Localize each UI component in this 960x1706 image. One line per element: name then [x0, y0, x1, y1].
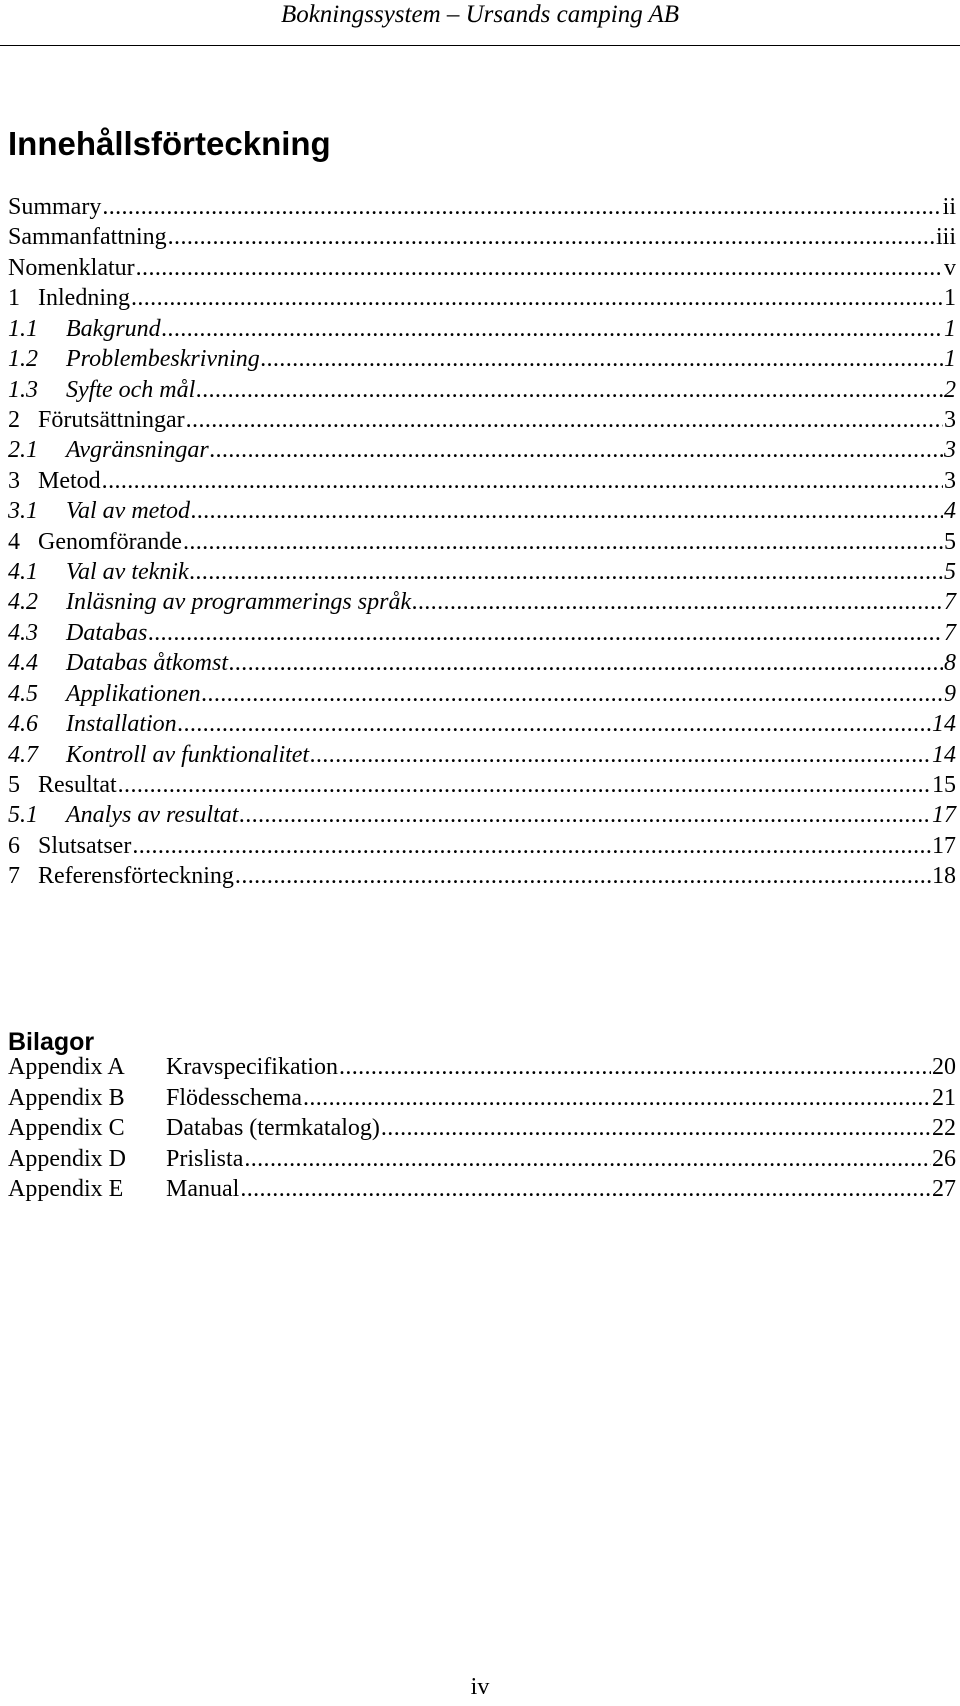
toc-entry[interactable]: [8, 496, 956, 526]
appendix-entry[interactable]: [8, 1083, 956, 1114]
toc-entry-page: 18: [932, 863, 956, 890]
toc-entry-page: ii: [942, 194, 956, 220]
appendix-dot-leader: [240, 1174, 931, 1204]
toc-entry-page: 2: [944, 376, 956, 403]
toc-entry[interactable]: [8, 861, 956, 891]
appendix-dot-leader: [339, 1052, 931, 1082]
header-rule: [0, 45, 960, 46]
toc-entry[interactable]: [8, 740, 956, 770]
toc-dot-leader: [148, 618, 943, 648]
toc-entry[interactable]: [8, 283, 956, 313]
toc-entry-title: Applikationen: [66, 680, 201, 707]
toc-entry-title: Inledning: [38, 285, 130, 312]
toc-entry-number: 3.1: [8, 498, 38, 525]
appendix-title: Kravspecifikation: [166, 1054, 338, 1080]
toc-entry-number: 4.7: [8, 741, 38, 768]
toc-entry[interactable]: [8, 222, 956, 252]
appendix-dot-leader: [381, 1113, 931, 1143]
appendix-page: 27: [932, 1176, 956, 1203]
toc-entry[interactable]: [8, 435, 956, 465]
toc-entry-title: Avgränsningar: [66, 437, 209, 464]
toc-dot-leader: [186, 405, 943, 435]
toc-entry-number: 4.6: [8, 711, 38, 738]
appendix-heading: Bilagor: [8, 1027, 95, 1056]
toc-entry[interactable]: [8, 405, 956, 435]
appendix-page: 20: [932, 1054, 956, 1080]
toc-dot-leader: [210, 435, 943, 465]
toc-entry-number: 1.2: [8, 346, 38, 373]
toc-dot-leader: [136, 253, 943, 283]
toc-entry-title: Inläsning av programmerings språk: [66, 589, 412, 616]
toc-dot-leader: [102, 192, 941, 222]
toc-entry-title: Sammanfattning: [8, 224, 167, 251]
toc-entry-title: Resultat: [38, 772, 117, 799]
toc-entry-number: 5.1: [8, 802, 38, 829]
toc-entry-page: 8: [944, 650, 956, 677]
toc-entry-page: 15: [932, 772, 956, 799]
appendix-label: Appendix A: [8, 1054, 125, 1080]
toc-dot-leader: [178, 709, 931, 739]
toc-entry-page: 3: [944, 437, 956, 464]
toc-entry-number: 5: [8, 772, 20, 799]
toc-entry-number: 4.5: [8, 680, 38, 707]
toc-entry-page: 7: [944, 589, 956, 616]
toc-entry-title: Summary: [8, 194, 102, 220]
toc-entry-page: iii: [935, 224, 956, 251]
toc-entry[interactable]: [8, 314, 956, 344]
toc-entry[interactable]: [8, 648, 956, 678]
toc-entry-title: Nomenklatur: [8, 254, 135, 281]
toc-entry[interactable]: [8, 831, 956, 861]
toc-entry-title: Metod: [38, 467, 101, 494]
toc-entry-page: 7: [944, 619, 956, 646]
toc-entry-title: Genomförande: [38, 528, 182, 555]
toc-entry-number: 4.3: [8, 619, 38, 646]
toc-entry-number: 2.1: [8, 437, 38, 464]
page-number: iv: [470, 1674, 490, 1700]
toc-dot-leader: [412, 587, 943, 617]
toc-entry-page: 4: [944, 498, 956, 525]
toc-entry-number: 4.1: [8, 559, 38, 586]
appendix-entry[interactable]: [8, 1052, 956, 1083]
toc-entry[interactable]: [8, 527, 956, 557]
toc-entry-title: Bakgrund: [66, 315, 161, 342]
toc-dot-leader: [202, 679, 943, 709]
appendix-title: Flödesschema: [166, 1084, 302, 1111]
toc-entry-title: Installation: [66, 711, 177, 738]
toc-dot-leader: [118, 770, 931, 800]
toc-entry-page: 14: [932, 741, 956, 768]
toc-entry-title: Databas: [66, 619, 148, 646]
toc-entry-title: Förutsättningar: [38, 406, 185, 433]
toc-dot-leader: [162, 314, 943, 344]
appendix-entry[interactable]: [8, 1113, 956, 1144]
appendix-label: Appendix B: [8, 1084, 125, 1111]
toc-entry-title: Problembeskrivning: [66, 346, 260, 373]
toc-dot-leader: [132, 831, 931, 861]
toc-entry-number: 2: [8, 406, 20, 433]
toc-entry-title: Slutsatser: [38, 832, 132, 859]
toc-entry-title: Referensförteckning: [38, 863, 234, 890]
appendix-list: [8, 1052, 956, 1205]
toc-entry-number: 6: [8, 832, 20, 859]
toc-dot-leader: [190, 557, 943, 587]
toc-entry[interactable]: [8, 557, 956, 587]
toc-entry-title: Databas åtkomst: [66, 650, 228, 677]
toc-entry-number: 4.4: [8, 650, 38, 677]
appendix-title: Manual: [166, 1176, 240, 1203]
toc-entry-number: 4.2: [8, 589, 38, 616]
toc-entry[interactable]: [8, 709, 956, 739]
appendix-entry[interactable]: [8, 1144, 956, 1175]
toc-dot-leader: [229, 648, 943, 678]
toc-dot-leader: [261, 344, 943, 374]
appendix-label: Appendix C: [8, 1115, 125, 1142]
toc-entry-title: Syfte och mål: [66, 376, 196, 403]
toc-entry-page: 3: [944, 467, 956, 494]
toc-entry[interactable]: [8, 375, 956, 405]
toc-entry-title: Kontroll av funktionalitet: [66, 741, 310, 768]
appendix-dot-leader: [303, 1083, 931, 1113]
toc-dot-leader: [168, 222, 935, 252]
toc-entry[interactable]: [8, 192, 956, 222]
appendix-page: 22: [932, 1115, 956, 1142]
toc-entry-title: Analys av resultat: [66, 802, 239, 829]
toc-dot-leader: [183, 527, 943, 557]
toc-entry-page: 9: [944, 680, 956, 707]
toc-entry[interactable]: [8, 770, 956, 800]
toc-dot-leader: [235, 861, 931, 891]
toc-dot-leader: [131, 283, 943, 313]
toc-entry[interactable]: [8, 344, 956, 374]
appendix-dot-leader: [244, 1144, 931, 1174]
toc-entry-title: Val av metod: [66, 498, 190, 525]
toc-dot-leader: [239, 800, 931, 830]
appendix-label: Appendix E: [8, 1176, 124, 1203]
toc-entry-number: 3: [8, 467, 20, 494]
toc-entry[interactable]: [8, 618, 956, 648]
toc-entry[interactable]: [8, 587, 956, 617]
toc-entry-number: 1.1: [8, 315, 38, 342]
toc-entry-number: 1: [8, 285, 20, 312]
toc-dot-leader: [191, 496, 943, 526]
toc-entry-page: 3: [944, 406, 956, 433]
appendix-page: 26: [932, 1145, 956, 1172]
toc-entry-page: v: [944, 254, 956, 281]
toc-entry[interactable]: [8, 679, 956, 709]
toc-entry[interactable]: [8, 253, 956, 283]
toc-entry[interactable]: [8, 466, 956, 496]
toc-entry-page: 14: [932, 711, 956, 738]
running-header: Bokningssystem – Ursands camping AB: [280, 1, 680, 28]
toc-entry-title: Val av teknik: [66, 559, 189, 586]
toc-entry[interactable]: [8, 800, 956, 830]
appendix-page: 21: [932, 1084, 956, 1111]
toc-entry-page: 17: [932, 832, 956, 859]
toc-entry-number: 1.3: [8, 376, 38, 403]
toc-entry-page: 17: [932, 802, 956, 829]
toc-entry-number: 4: [8, 528, 20, 555]
toc-dot-leader: [310, 740, 931, 770]
toc-entry-page: 1: [944, 315, 956, 342]
toc-entry-page: 1: [944, 285, 956, 312]
toc-dot-leader: [196, 375, 943, 405]
appendix-title: Databas (termkatalog): [166, 1115, 380, 1142]
toc-entry-number: 7: [8, 863, 20, 890]
appendix-title: Prislista: [166, 1145, 244, 1172]
appendix-label: Appendix D: [8, 1145, 126, 1172]
toc-list: [8, 192, 956, 892]
toc-dot-leader: [102, 466, 943, 496]
toc-entry-page: 5: [944, 559, 956, 586]
toc-heading: Innehållsförteckning: [8, 125, 331, 163]
toc-entry-page: 5: [944, 528, 956, 555]
toc-entry-page: 1: [944, 346, 956, 373]
appendix-entry[interactable]: [8, 1174, 956, 1205]
